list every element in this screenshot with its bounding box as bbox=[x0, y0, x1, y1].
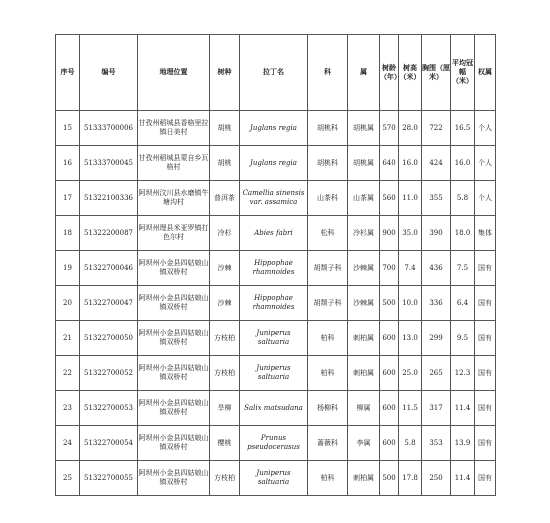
cell-owner: 国有 bbox=[475, 286, 496, 321]
cell-location: 阿坝州汶川县水磨镇牛塘沟村 bbox=[138, 181, 210, 216]
cell-genus: 胡桃属 bbox=[348, 146, 380, 181]
cell-latin: Juniperus saltuaria bbox=[240, 461, 308, 496]
cell-girth: 355 bbox=[422, 181, 451, 216]
header-seq: 序号 bbox=[56, 35, 80, 111]
cell-seq: 22 bbox=[56, 356, 80, 391]
cell-height: 28.0 bbox=[399, 111, 422, 146]
cell-crown: 16.5 bbox=[451, 111, 475, 146]
cell-species: 胡桃 bbox=[210, 111, 240, 146]
cell-age: 600 bbox=[380, 321, 399, 356]
header-girth: 胸围（厘米） bbox=[422, 35, 451, 111]
table-row bbox=[56, 356, 496, 391]
cell-code: 51322700050 bbox=[80, 321, 138, 356]
cell-family: 柏科 bbox=[308, 356, 348, 391]
cell-species: 樱桃 bbox=[210, 426, 240, 461]
cell-genus: 沙棘属 bbox=[348, 251, 380, 286]
cell-family: 柏科 bbox=[308, 321, 348, 356]
cell-species: 方枝柏 bbox=[210, 356, 240, 391]
cell-latin: Camellia sinensis var. assamica bbox=[240, 181, 308, 216]
cell-location: 阿坝州小金县四姑娘山镇双桥村 bbox=[138, 426, 210, 461]
header-row bbox=[56, 35, 496, 111]
cell-code: 51333700006 bbox=[80, 111, 138, 146]
cell-latin: Juglans regia bbox=[240, 146, 308, 181]
cell-crown: 16.0 bbox=[451, 146, 475, 181]
cell-genus: 柳属 bbox=[348, 391, 380, 426]
cell-owner: 国有 bbox=[475, 251, 496, 286]
cell-girth: 390 bbox=[422, 216, 451, 251]
cell-seq: 15 bbox=[56, 111, 80, 146]
cell-latin: Juniperus saltuaria bbox=[240, 321, 308, 356]
cell-location: 甘孜州稻城县蒙自乡瓦格村 bbox=[138, 146, 210, 181]
cell-location: 甘孜州稻城县香格里拉镇日美村 bbox=[138, 111, 210, 146]
header-age: 树龄（年） bbox=[380, 35, 399, 111]
cell-code: 51322700052 bbox=[80, 356, 138, 391]
cell-owner: 国有 bbox=[475, 426, 496, 461]
cell-age: 500 bbox=[380, 286, 399, 321]
cell-crown: 12.3 bbox=[451, 356, 475, 391]
cell-code: 51322100336 bbox=[80, 181, 138, 216]
cell-code: 51322700047 bbox=[80, 286, 138, 321]
table-row bbox=[56, 181, 496, 216]
cell-age: 500 bbox=[380, 461, 399, 496]
table-row bbox=[56, 216, 496, 251]
cell-age: 900 bbox=[380, 216, 399, 251]
cell-owner: 个人 bbox=[475, 146, 496, 181]
cell-species: 方枝柏 bbox=[210, 461, 240, 496]
cell-height: 10.0 bbox=[399, 286, 422, 321]
cell-seq: 23 bbox=[56, 391, 80, 426]
table-row bbox=[56, 286, 496, 321]
cell-latin: Juniperus saltuaria bbox=[240, 356, 308, 391]
cell-height: 11.0 bbox=[399, 181, 422, 216]
cell-genus: 刺柏属 bbox=[348, 461, 380, 496]
cell-species: 沙棘 bbox=[210, 251, 240, 286]
table-row bbox=[56, 251, 496, 286]
cell-height: 16.0 bbox=[399, 146, 422, 181]
header-location: 地理位置 bbox=[138, 35, 210, 111]
cell-genus: 刺柏属 bbox=[348, 321, 380, 356]
cell-owner: 国有 bbox=[475, 356, 496, 391]
cell-family: 柏科 bbox=[308, 461, 348, 496]
cell-seq: 18 bbox=[56, 216, 80, 251]
cell-seq: 24 bbox=[56, 426, 80, 461]
cell-crown: 11.4 bbox=[451, 461, 475, 496]
cell-seq: 21 bbox=[56, 321, 80, 356]
cell-height: 11.5 bbox=[399, 391, 422, 426]
table-row bbox=[56, 391, 496, 426]
ancient-tree-table bbox=[55, 34, 496, 496]
cell-location: 阿坝州小金县四姑娘山镇双桥村 bbox=[138, 251, 210, 286]
cell-owner: 个人 bbox=[475, 111, 496, 146]
cell-location: 阿坝州小金县四姑娘山镇双桥村 bbox=[138, 321, 210, 356]
cell-girth: 265 bbox=[422, 356, 451, 391]
cell-height: 5.8 bbox=[399, 426, 422, 461]
cell-owner: 集体 bbox=[475, 216, 496, 251]
cell-girth: 353 bbox=[422, 426, 451, 461]
cell-crown: 13.9 bbox=[451, 426, 475, 461]
cell-seq: 20 bbox=[56, 286, 80, 321]
cell-girth: 424 bbox=[422, 146, 451, 181]
cell-location: 阿坝州小金县四姑娘山镇双桥村 bbox=[138, 391, 210, 426]
table-row bbox=[56, 461, 496, 496]
cell-girth: 436 bbox=[422, 251, 451, 286]
cell-family: 蔷薇科 bbox=[308, 426, 348, 461]
cell-seq: 19 bbox=[56, 251, 80, 286]
cell-latin: Juglans regia bbox=[240, 111, 308, 146]
cell-owner: 个人 bbox=[475, 181, 496, 216]
cell-code: 51322700055 bbox=[80, 461, 138, 496]
cell-location: 阿坝州小金县四姑娘山镇双桥村 bbox=[138, 356, 210, 391]
cell-crown: 18.0 bbox=[451, 216, 475, 251]
cell-owner: 国有 bbox=[475, 461, 496, 496]
cell-crown: 6.4 bbox=[451, 286, 475, 321]
cell-species: 方枝柏 bbox=[210, 321, 240, 356]
cell-location: 阿坝州小金县四姑娘山镇双桥村 bbox=[138, 286, 210, 321]
cell-crown: 9.5 bbox=[451, 321, 475, 356]
cell-crown: 11.4 bbox=[451, 391, 475, 426]
cell-crown: 7.5 bbox=[451, 251, 475, 286]
cell-species: 冷杉 bbox=[210, 216, 240, 251]
cell-height: 17.8 bbox=[399, 461, 422, 496]
header-species: 树种 bbox=[210, 35, 240, 111]
table-row bbox=[56, 321, 496, 356]
cell-latin: Abies fabri bbox=[240, 216, 308, 251]
cell-owner: 国有 bbox=[475, 391, 496, 426]
header-family: 科 bbox=[308, 35, 348, 111]
header-owner: 权属 bbox=[475, 35, 496, 111]
header-crown: 平均冠幅（米） bbox=[451, 35, 475, 111]
cell-family: 杨柳科 bbox=[308, 391, 348, 426]
table-row bbox=[56, 146, 496, 181]
cell-age: 600 bbox=[380, 391, 399, 426]
cell-family: 胡桃科 bbox=[308, 111, 348, 146]
header-code: 编号 bbox=[80, 35, 138, 111]
cell-height: 7.4 bbox=[399, 251, 422, 286]
cell-genus: 沙棘属 bbox=[348, 286, 380, 321]
cell-seq: 17 bbox=[56, 181, 80, 216]
cell-family: 胡桃科 bbox=[308, 146, 348, 181]
cell-family: 胡颓子科 bbox=[308, 251, 348, 286]
cell-family: 胡颓子科 bbox=[308, 286, 348, 321]
cell-location: 阿坝州小金县四姑娘山镇双桥村 bbox=[138, 461, 210, 496]
cell-location: 阿坝州理县米亚罗镇打色尔村 bbox=[138, 216, 210, 251]
cell-age: 640 bbox=[380, 146, 399, 181]
cell-age: 600 bbox=[380, 356, 399, 391]
cell-seq: 16 bbox=[56, 146, 80, 181]
cell-age: 560 bbox=[380, 181, 399, 216]
cell-girth: 250 bbox=[422, 461, 451, 496]
cell-code: 51322700054 bbox=[80, 426, 138, 461]
header-height: 树高（米） bbox=[399, 35, 422, 111]
cell-code: 51333700045 bbox=[80, 146, 138, 181]
cell-age: 600 bbox=[380, 426, 399, 461]
header-latin: 拉丁名 bbox=[240, 35, 308, 111]
cell-girth: 722 bbox=[422, 111, 451, 146]
cell-species: 旱柳 bbox=[210, 391, 240, 426]
cell-height: 35.0 bbox=[399, 216, 422, 251]
cell-genus: 李属 bbox=[348, 426, 380, 461]
cell-latin: Hippophae rhamnoides bbox=[240, 286, 308, 321]
cell-crown: 5.8 bbox=[451, 181, 475, 216]
cell-age: 570 bbox=[380, 111, 399, 146]
cell-height: 25.0 bbox=[399, 356, 422, 391]
cell-code: 51322700046 bbox=[80, 251, 138, 286]
cell-age: 700 bbox=[380, 251, 399, 286]
cell-code: 51322700053 bbox=[80, 391, 138, 426]
cell-genus: 冷杉属 bbox=[348, 216, 380, 251]
cell-family: 山茶科 bbox=[308, 181, 348, 216]
table-row bbox=[56, 426, 496, 461]
header-genus: 属 bbox=[348, 35, 380, 111]
cell-girth: 317 bbox=[422, 391, 451, 426]
cell-genus: 胡桃属 bbox=[348, 111, 380, 146]
cell-girth: 336 bbox=[422, 286, 451, 321]
cell-latin: Prunus pseudocerasus bbox=[240, 426, 308, 461]
cell-code: 51322200087 bbox=[80, 216, 138, 251]
cell-family: 松科 bbox=[308, 216, 348, 251]
table-row bbox=[56, 111, 496, 146]
cell-latin: Hippophae rhamnoides bbox=[240, 251, 308, 286]
cell-species: 胡桃 bbox=[210, 146, 240, 181]
cell-owner: 国有 bbox=[475, 321, 496, 356]
cell-girth: 299 bbox=[422, 321, 451, 356]
cell-height: 13.0 bbox=[399, 321, 422, 356]
cell-genus: 山茶属 bbox=[348, 181, 380, 216]
cell-genus: 刺柏属 bbox=[348, 356, 380, 391]
cell-seq: 25 bbox=[56, 461, 80, 496]
cell-species: 沙棘 bbox=[210, 286, 240, 321]
cell-species: 普洱茶 bbox=[210, 181, 240, 216]
cell-latin: Salix matsudana bbox=[240, 391, 308, 426]
